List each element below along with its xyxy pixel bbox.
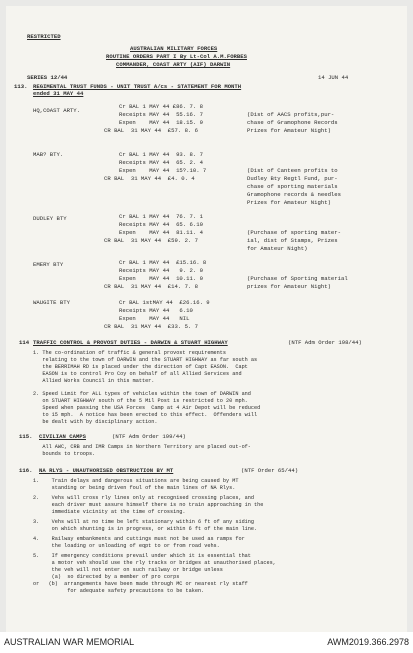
ledger-row: Cr BAL 1 MAY 44 76. 7. 1 [119, 213, 203, 220]
unit-name: WAUGITE BTY [33, 299, 70, 306]
body-line: immediate vicinity at the time of crossing. [33, 509, 186, 515]
body-line: 1. Train delays and dangerous situations are being caused by MT [33, 478, 239, 484]
ledger-row: Cr BAL 1 MAY 44 £86. 7. 8 [119, 103, 203, 110]
org-title: AUSTRALIAN MILITARY FORCES [130, 45, 218, 52]
ledger-row: CR BAL 31 MAY 44 £4. 0. 4 [104, 175, 195, 182]
body-line: Speed when passing the USA Forces Camp at 4 Air Depot will be reduced [33, 405, 261, 411]
ledger-row: Cr BAL 1 MAY 44 £15.16. 8 [119, 259, 207, 266]
ledger-row: CR BAL 31 MAY 44 £57. 8. 6 [104, 127, 198, 134]
ledger-note: (Purchase of sporting mater- [247, 229, 341, 236]
ledger-row: CR BAL 31 MAY 44 £14. 7. 8 [104, 283, 198, 290]
body-line: EASON is to control Pro Coy on behalf of all Allied Services and [33, 371, 242, 377]
document-page [6, 6, 407, 632]
section-115-number: 115. [19, 433, 33, 440]
ledger-note: prizes for Amateur Night) [247, 283, 331, 290]
body-line: to 15 mph. A notice has been erected to this effect. Offenders will [33, 412, 258, 418]
ledger-row: Expen MAY 44 15?.10. 7 [119, 167, 207, 174]
body-line: relating to the town of DARWIN and the STUART HIGHWAY as far south as [33, 357, 258, 363]
ledger-row: Cr BAL 1 MAY 44 93. 8. 7 [119, 151, 203, 158]
ledger-note: chase of Gramophone Records [247, 119, 338, 126]
ledger-row: Cr BAL 1stMAY 44 £26.16. 9 [119, 299, 210, 306]
ledger-note: Prizes for Amateur Night) [247, 199, 331, 206]
body-line: on STUART HIGHWAY south of the 5 Mil Post is restricted to 20 mph. [33, 398, 248, 404]
unit-name: EMERY BTY [33, 261, 64, 268]
section-114-number: 114 [19, 339, 30, 346]
body-line: Allied Works Council in this matter. [33, 378, 155, 384]
body-line: 3. Vehs will at no time be left stationary within 6 ft of any siding [33, 519, 255, 525]
ledger-note: (Dist of Canteen profits to [247, 167, 338, 174]
ledger-row: Receipts MAY 44 65. 2. 4 [119, 159, 203, 166]
body-line: standing or being driven foul of the main lines of NA Rlys. [33, 485, 236, 491]
section-115-title: CIVILIAN CAMPS [39, 433, 86, 440]
body-line: All AWC, CRB and IMR Camps in Northern Territory are placed out-of- [33, 444, 251, 450]
ledger-row: Expen MAY 44 10.11. 0 [119, 275, 203, 282]
archive-name: AUSTRALIAN WAR MEMORIAL [4, 637, 135, 647]
ledger-note: (Purchase of Sporting material [247, 275, 348, 282]
unit-name: DUDLEY BTY [33, 215, 67, 222]
body-line: (a) so directed by a member of pro corps [33, 574, 180, 580]
body-line: 1. The co-ordination of traffic & general provost requirements [33, 350, 227, 356]
archive-footer [0, 632, 413, 653]
body-line: 5. If emergency conditions prevail under which it is essential that [33, 553, 251, 559]
body-line: 4. Railway embankments and cuttings must not be used as ramps for [33, 536, 245, 542]
ledger-note: for Amateur Night) [247, 245, 308, 252]
body-line: for adequate safety precautions to be taken. [33, 588, 205, 594]
body-line: or (b) arrangements have been made through MC or nearest rly staff [33, 581, 248, 587]
body-line: on which shunting is in progress, or within 6 ft of the main line. [33, 526, 258, 532]
section-116-number: 116. [19, 467, 33, 474]
restricted-label: RESTRICTED [27, 33, 61, 40]
ledger-note: Prizes for Amateur Night) [247, 127, 331, 134]
commander-title: COMMANDER, COAST ARTY (AIF) DARWIN [116, 61, 231, 68]
section-115-ref: (NTF Adm Order 199/44) [112, 433, 186, 440]
routine-orders-title: ROUTINE ORDERS PART I By Lt-Col A.M.FORBES [106, 53, 247, 60]
section-114-title: TRAFFIC CONTROL & PROVOST DUTIES - DARWIN & STUART HIGHWAY [33, 339, 228, 346]
section-116-ref: (NTF Order 65/44) [241, 467, 299, 474]
ledger-note: Gramophone records & needles [247, 191, 341, 198]
series-number: SERIES 12/44 [27, 74, 68, 81]
ledger-note: (Dist of AACS profits,pur- [247, 111, 335, 118]
ledger-row: Expen MAY 44 NIL [119, 315, 190, 322]
unit-name: MAB? BTY. [33, 151, 64, 158]
section-116-title: NA RLYS - UNAUTHORISED OBSTRUCTION BY MT [39, 467, 174, 474]
archive-reference: AWM2019.366.2978 [327, 637, 409, 647]
ledger-row: Receipts MAY 44 9. 2. 0 [119, 267, 203, 274]
body-line: the veh will not enter on such railway or bridge unless [33, 567, 223, 573]
body-line: each driver must assure himself there is no train approaching in the [33, 502, 264, 508]
body-line: bounds to troops. [33, 451, 96, 457]
section-113-number: 113. [14, 83, 28, 90]
body-line: be dealt with by disciplinary action. [33, 419, 158, 425]
ledger-note: ial, dist of Stamps, Prizes [247, 237, 338, 244]
body-line: 2. Speed Limit for ALL types of vehicles within the town of DARWIN and [33, 391, 251, 397]
ledger-row: Expen MAY 44 18.15. 9 [119, 119, 203, 126]
order-date: 14 JUN 44 [318, 74, 349, 81]
body-line: the loading or unloading of eqpt to or from road vehs. [33, 543, 220, 549]
ledger-note: Dudley Bty Regtl Fund, pur- [247, 175, 338, 182]
section-113-title-cont: ended 31 MAY 44 [33, 90, 84, 97]
body-line: 2. Vehs will cross rly lines only at recognised crossing places, and [33, 495, 255, 501]
unit-name: HQ,COAST ARTY. [33, 107, 80, 114]
ledger-row: Expen MAY 44 81.11. 4 [119, 229, 203, 236]
ledger-row: Receipts MAY 44 65. 6.10 [119, 221, 203, 228]
ledger-note: chase of sporting materials [247, 183, 338, 190]
section-113-title: REGIMENTAL TRUST FUNDS - UNIT TRUST A/cs - STATEMENT FOR MONTH [33, 83, 242, 90]
body-line: a motor veh should use the rly tracks or bridges at unauthorised places, [33, 560, 276, 566]
ledger-row: Receipts MAY 44 55.16. 7 [119, 111, 203, 118]
section-114-ref: (NTF Adm Order 198/44) [288, 339, 362, 346]
ledger-row: Receipts MAY 44 6.10 [119, 307, 193, 314]
ledger-row: CR BAL 31 MAY 44 £59. 2. 7 [104, 237, 198, 244]
body-line: the BERRIMAH RD is placed under the direction of Capt EASON. Capt [33, 364, 248, 370]
ledger-row: CR BAL 31 MAY 44 £33. 5. 7 [104, 323, 198, 330]
